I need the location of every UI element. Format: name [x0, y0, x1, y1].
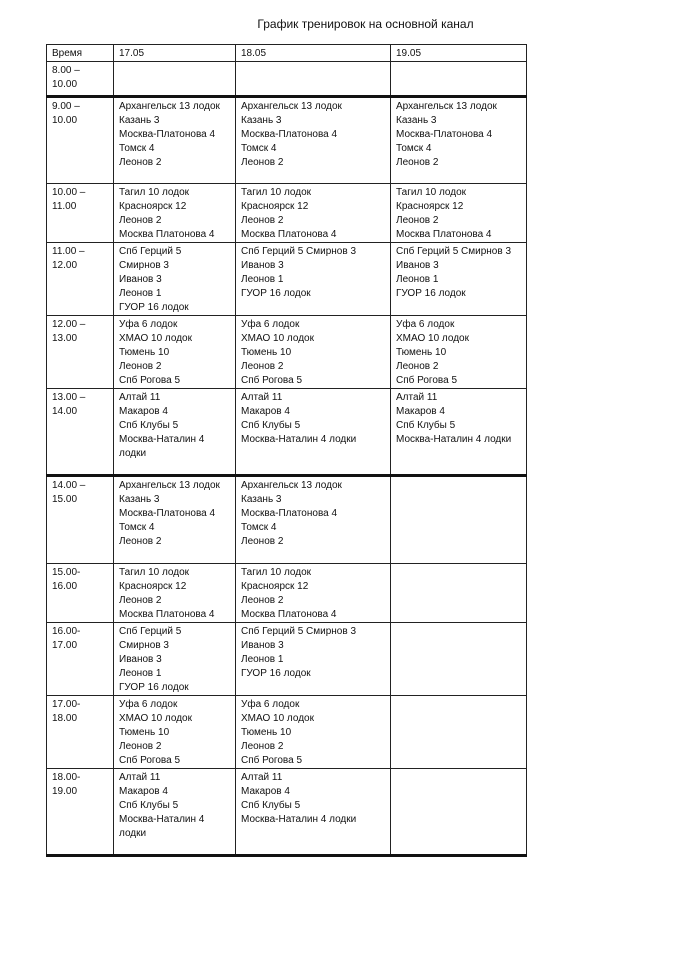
session-entry: Красноярск 12 — [396, 201, 464, 212]
session-cell — [391, 564, 527, 623]
session-entry: Казань 3 — [119, 115, 160, 126]
session-cell — [236, 696, 391, 769]
session-cell — [236, 97, 391, 184]
session-cell — [391, 97, 527, 184]
session-entry: Алтай 11 — [396, 392, 438, 403]
session-entry: Спб Герций 5 Смирнов 3 — [241, 246, 357, 257]
session-entry: Иванов 3 — [241, 640, 284, 651]
session-entry: Москва Платонова 4 — [396, 229, 492, 240]
time-text: 14.00 – — [52, 480, 86, 491]
session-entry: ХМАО 10 лодок — [396, 333, 469, 344]
time-text: 19.00 — [52, 786, 78, 797]
time-text: 10.00 – — [52, 187, 86, 198]
session-entry: Смирнов 3 — [119, 640, 169, 651]
session-cell — [236, 623, 391, 696]
session-entry: Спб Рогова 5 — [396, 375, 458, 386]
session-cell — [114, 564, 236, 623]
time-text: 16.00- — [52, 626, 81, 637]
session-entry: Алтай 11 — [119, 772, 161, 783]
session-entry: Красноярск 12 — [119, 581, 187, 592]
time-cell — [47, 316, 114, 389]
schedule-row — [47, 623, 527, 696]
session-cell — [114, 62, 236, 97]
header-day: 17.05 — [114, 45, 236, 62]
session-entry: Тюмень 10 — [396, 347, 447, 358]
session-entry: Казань 3 — [241, 494, 282, 505]
session-entry: Архангельск 13 лодок — [241, 101, 342, 112]
session-entry: Леонов 2 — [241, 361, 284, 372]
schedule-row — [47, 769, 527, 856]
session-entry: Архангельск 13 лодок — [241, 480, 342, 491]
session-cell — [114, 623, 236, 696]
session-entry: Леонов 1 — [241, 274, 284, 285]
session-entry: Леонов 2 — [241, 536, 284, 547]
session-cell — [236, 389, 391, 476]
session-entry: ГУОР 16 лодок — [241, 668, 311, 679]
session-entry: Леонов 2 — [241, 215, 284, 226]
session-entry: Москва Платонова 4 — [119, 609, 215, 620]
session-entry: Спб Рогова 5 — [119, 755, 181, 766]
time-text: 18.00- — [52, 772, 81, 783]
session-entry: Иванов 3 — [396, 260, 439, 271]
time-text: 8.00 – — [52, 65, 80, 76]
session-entry: Леонов 2 — [119, 157, 162, 168]
session-cell — [114, 389, 236, 476]
schedule-row — [47, 476, 527, 564]
session-entry: Леонов 2 — [396, 215, 439, 226]
schedule-row — [47, 97, 527, 184]
session-entry: Москва-Наталин 4 лодки — [241, 434, 357, 445]
session-cell — [391, 184, 527, 243]
time-cell — [47, 184, 114, 243]
time-text: 10.00 — [52, 115, 78, 126]
session-entry: Спб Рогова 5 — [241, 755, 303, 766]
session-entry: ХМАО 10 лодок — [241, 713, 314, 724]
time-cell — [47, 389, 114, 476]
schedule-table — [46, 44, 527, 857]
time-text: 9.00 – — [52, 101, 80, 112]
time-cell — [47, 696, 114, 769]
session-entry: ХМАО 10 лодок — [241, 333, 314, 344]
time-cell — [47, 564, 114, 623]
session-entry: Леонов 2 — [396, 157, 439, 168]
time-cell — [47, 62, 114, 97]
session-entry: Леонов 2 — [119, 215, 162, 226]
session-entry: ГУОР 16 лодок — [119, 682, 189, 693]
session-entry: ГУОР 16 лодок — [119, 302, 189, 313]
session-entry: Уфа 6 лодок — [396, 319, 455, 330]
session-entry: Макаров 4 — [241, 786, 290, 797]
time-cell — [47, 623, 114, 696]
session-cell — [114, 97, 236, 184]
session-entry: Иванов 3 — [119, 654, 162, 665]
time-text: 13.00 — [52, 333, 78, 344]
time-cell — [47, 769, 114, 856]
session-entry: Спб Клубы 5 — [119, 800, 179, 811]
session-entry: Макаров 4 — [119, 406, 168, 417]
session-cell — [236, 476, 391, 564]
session-entry: Леонов 2 — [119, 536, 162, 547]
session-entry: Москва-Наталин 4 лодки — [396, 434, 512, 445]
session-cell — [391, 623, 527, 696]
session-entry: Спб Клубы 5 — [241, 800, 301, 811]
session-cell — [236, 316, 391, 389]
session-entry: Москва-Платонова 4 — [119, 129, 216, 140]
session-entry: Леонов 1 — [119, 668, 162, 679]
session-cell — [236, 243, 391, 316]
schedule-row — [47, 316, 527, 389]
session-entry: ХМАО 10 лодок — [119, 713, 192, 724]
session-entry: Томск 4 — [119, 143, 155, 154]
session-entry: Тюмень 10 — [241, 727, 292, 738]
header-day: 19.05 — [391, 45, 527, 62]
time-cell — [47, 97, 114, 184]
time-text: 14.00 — [52, 406, 78, 417]
time-text: 12.00 — [52, 260, 78, 271]
session-cell — [114, 243, 236, 316]
session-entry: Москва-Платонова 4 — [241, 508, 338, 519]
session-entry: Тагил 10 лодок — [119, 187, 190, 198]
session-entry: Спб Клубы 5 — [119, 420, 179, 431]
session-entry: Леонов 2 — [241, 741, 284, 752]
session-entry: Уфа 6 лодок — [241, 319, 300, 330]
time-text: 18.00 — [52, 713, 78, 724]
session-entry: Казань 3 — [396, 115, 437, 126]
session-cell — [236, 184, 391, 243]
header-time: Время — [47, 45, 114, 62]
time-text: 11.00 — [52, 201, 77, 212]
session-entry: Алтай 11 — [119, 392, 161, 403]
session-entry: Смирнов 3 — [119, 260, 169, 271]
session-entry: Спб Рогова 5 — [241, 375, 303, 386]
session-entry: лодки — [119, 828, 147, 839]
session-entry: Тюмень 10 — [119, 727, 170, 738]
session-entry: Макаров 4 — [396, 406, 445, 417]
schedule-row — [47, 696, 527, 769]
session-entry: Красноярск 12 — [119, 201, 187, 212]
session-cell — [236, 62, 391, 97]
session-entry: Казань 3 — [241, 115, 282, 126]
session-cell — [391, 243, 527, 316]
session-cell — [391, 389, 527, 476]
session-entry: Москва Платонова 4 — [241, 229, 337, 240]
session-entry: Москва Платонова 4 — [119, 229, 215, 240]
header-row — [47, 45, 527, 62]
session-entry: ГУОР 16 лодок — [396, 288, 466, 299]
session-cell — [114, 316, 236, 389]
session-cell — [114, 476, 236, 564]
session-entry: Иванов 3 — [241, 260, 284, 271]
session-entry: Леонов 2 — [119, 741, 162, 752]
session-entry: Леонов 2 — [119, 595, 162, 606]
time-cell — [47, 243, 114, 316]
session-entry: Спб Герций 5 — [119, 626, 182, 637]
session-entry: Тюмень 10 — [241, 347, 292, 358]
session-entry: Леонов 2 — [241, 595, 284, 606]
time-text: 12.00 – — [52, 319, 86, 330]
time-text: 17.00 — [52, 640, 78, 651]
time-text: 10.00 — [52, 79, 78, 90]
session-entry: лодки — [119, 448, 147, 459]
schedule-row — [47, 184, 527, 243]
time-text: 17.00- — [52, 699, 81, 710]
session-entry: Алтай 11 — [241, 772, 283, 783]
time-text: 15.00- — [52, 567, 81, 578]
session-entry: ХМАО 10 лодок — [119, 333, 192, 344]
session-cell — [391, 476, 527, 564]
session-entry: Москва-Наталин 4 — [119, 814, 205, 825]
session-entry: Макаров 4 — [241, 406, 290, 417]
session-cell — [114, 769, 236, 856]
session-entry: Уфа 6 лодок — [241, 699, 300, 710]
schedule-row — [47, 243, 527, 316]
session-entry: Спб Клубы 5 — [396, 420, 456, 431]
session-entry: Тагил 10 лодок — [119, 567, 190, 578]
session-entry: Тагил 10 лодок — [241, 567, 312, 578]
session-entry: Спб Герций 5 Смирнов 3 — [241, 626, 357, 637]
session-entry: Москва-Платонова 4 — [119, 508, 216, 519]
session-entry: Томск 4 — [396, 143, 432, 154]
session-entry: ГУОР 16 лодок — [241, 288, 311, 299]
session-entry: Казань 3 — [119, 494, 160, 505]
schedule-row — [47, 389, 527, 476]
session-entry: Красноярск 12 — [241, 581, 309, 592]
session-entry: Леонов 1 — [396, 274, 439, 285]
session-entry: Красноярск 12 — [241, 201, 309, 212]
session-entry: Томск 4 — [241, 522, 277, 533]
session-entry: Тагил 10 лодок — [396, 187, 467, 198]
session-entry: Томск 4 — [241, 143, 277, 154]
session-entry: Леонов 1 — [241, 654, 284, 665]
session-entry: Москва-Платонова 4 — [396, 129, 493, 140]
session-cell — [391, 62, 527, 97]
session-entry: Леонов 2 — [241, 157, 284, 168]
time-text: 16.00 — [52, 581, 78, 592]
session-entry: Спб Герций 5 Смирнов 3 — [396, 246, 512, 257]
time-text: 13.00 – — [52, 392, 86, 403]
session-entry: Спб Герций 5 — [119, 246, 182, 257]
session-cell — [114, 696, 236, 769]
session-entry: Москва Платонова 4 — [241, 609, 337, 620]
session-cell — [391, 316, 527, 389]
schedule-row — [47, 564, 527, 623]
session-cell — [391, 769, 527, 856]
header-day: 18.05 — [236, 45, 391, 62]
session-entry: Уфа 6 лодок — [119, 699, 178, 710]
session-entry: Москва-Платонова 4 — [241, 129, 338, 140]
session-cell — [114, 184, 236, 243]
session-cell — [236, 769, 391, 856]
session-entry: Алтай 11 — [241, 392, 283, 403]
schedule-row — [47, 62, 527, 97]
session-entry: Москва-Наталин 4 — [119, 434, 205, 445]
session-entry: Иванов 3 — [119, 274, 162, 285]
session-entry: Леонов 2 — [119, 361, 162, 372]
session-entry: Томск 4 — [119, 522, 155, 533]
session-entry: Леонов 1 — [119, 288, 162, 299]
session-entry: Спб Клубы 5 — [241, 420, 301, 431]
time-text: 15.00 — [52, 494, 78, 505]
session-entry: Макаров 4 — [119, 786, 168, 797]
time-text: 11.00 – — [52, 246, 85, 257]
session-entry: Архангельск 13 лодок — [119, 480, 220, 491]
session-entry: Архангельск 13 лодок — [396, 101, 497, 112]
session-cell — [391, 696, 527, 769]
session-entry: Уфа 6 лодок — [119, 319, 178, 330]
session-entry: Тагил 10 лодок — [241, 187, 312, 198]
session-entry: Москва-Наталин 4 лодки — [241, 814, 357, 825]
page-title: График тренировок на основной канал — [257, 17, 474, 31]
session-entry: Спб Рогова 5 — [119, 375, 181, 386]
session-entry: Леонов 2 — [396, 361, 439, 372]
time-cell — [47, 476, 114, 564]
session-cell — [236, 564, 391, 623]
session-entry: Тюмень 10 — [119, 347, 170, 358]
session-entry: Архангельск 13 лодок — [119, 101, 220, 112]
